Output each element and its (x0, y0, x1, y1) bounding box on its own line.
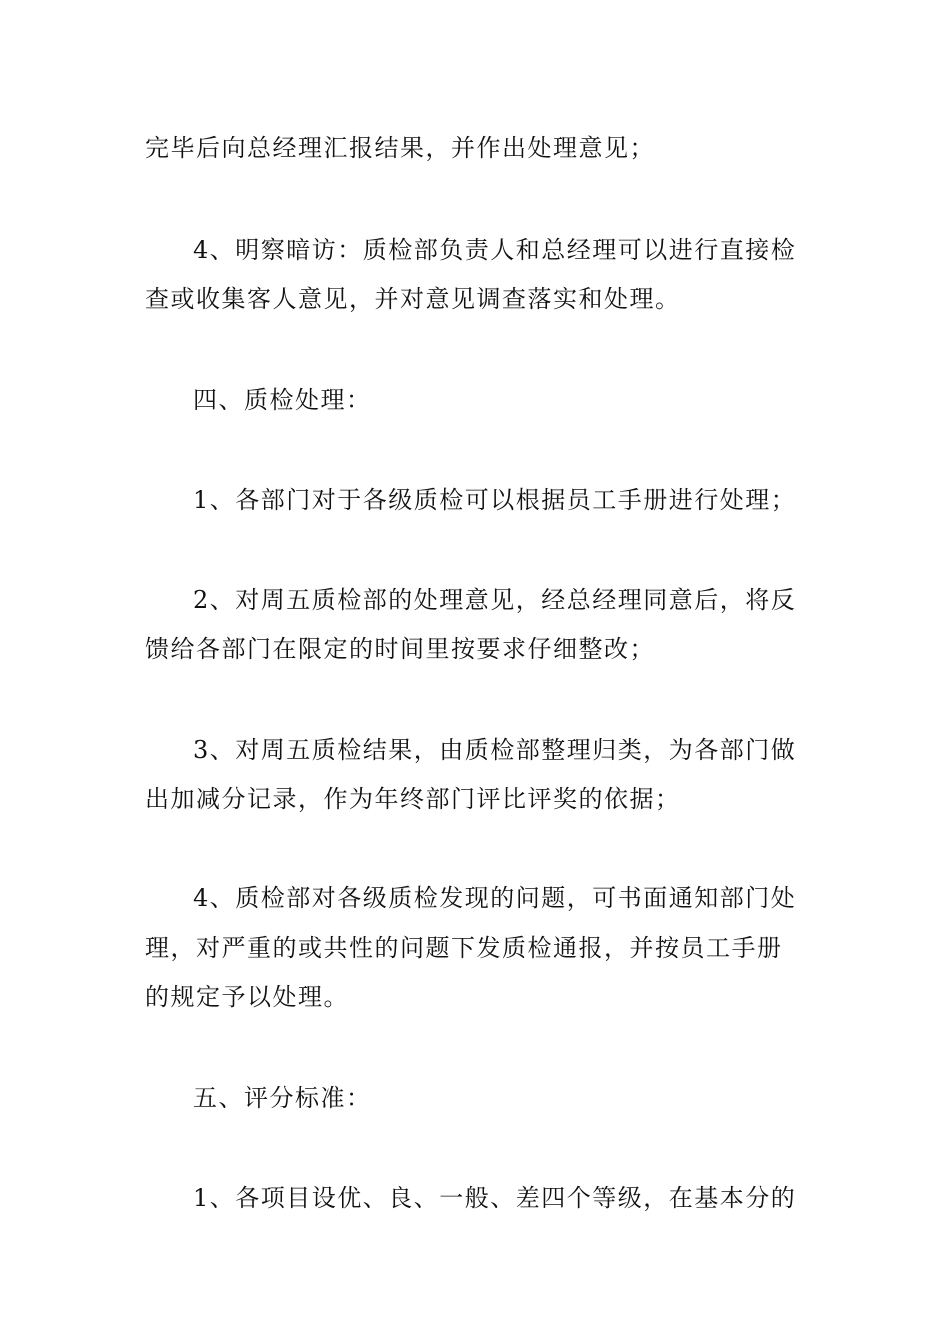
paragraph-line: 出加减分记录，作为年终部门评比评奖的依据； (145, 785, 681, 813)
paragraph-line: 3、对周五质检结果，由质检部整理归类，为各部门做 (193, 736, 797, 764)
paragraph-line: 馈给各部门在限定的时间里按要求仔细整改； (145, 635, 655, 663)
paragraph-line: 的规定予以处理。 (145, 983, 349, 1011)
paragraph-line: 2、对周五质检部的处理意见，经总经理同意后，将反 (193, 586, 797, 614)
paragraph-line: 1、各项目设优、良、一般、差四个等级，在基本分的 (193, 1184, 797, 1212)
paragraph-line: 理，对严重的或共性的问题下发质检通报，并按员工手册 (145, 934, 783, 962)
paragraph-line: 4、质检部对各级质检发现的问题，可书面通知部门处 (193, 884, 797, 912)
paragraph-line: 1、各部门对于各级质检可以根据员工手册进行处理； (193, 486, 797, 514)
paragraph-line: 查或收集客人意见，并对意见调查落实和处理。 (145, 285, 681, 313)
paragraph-line: 4、明察暗访：质检部负责人和总经理可以进行直接检 (193, 236, 797, 264)
section-heading: 四、质检处理： (193, 386, 372, 414)
section-heading: 五、评分标准： (193, 1084, 372, 1112)
paragraph-line: 完毕后向总经理汇报结果，并作出处理意见； (145, 134, 655, 162)
